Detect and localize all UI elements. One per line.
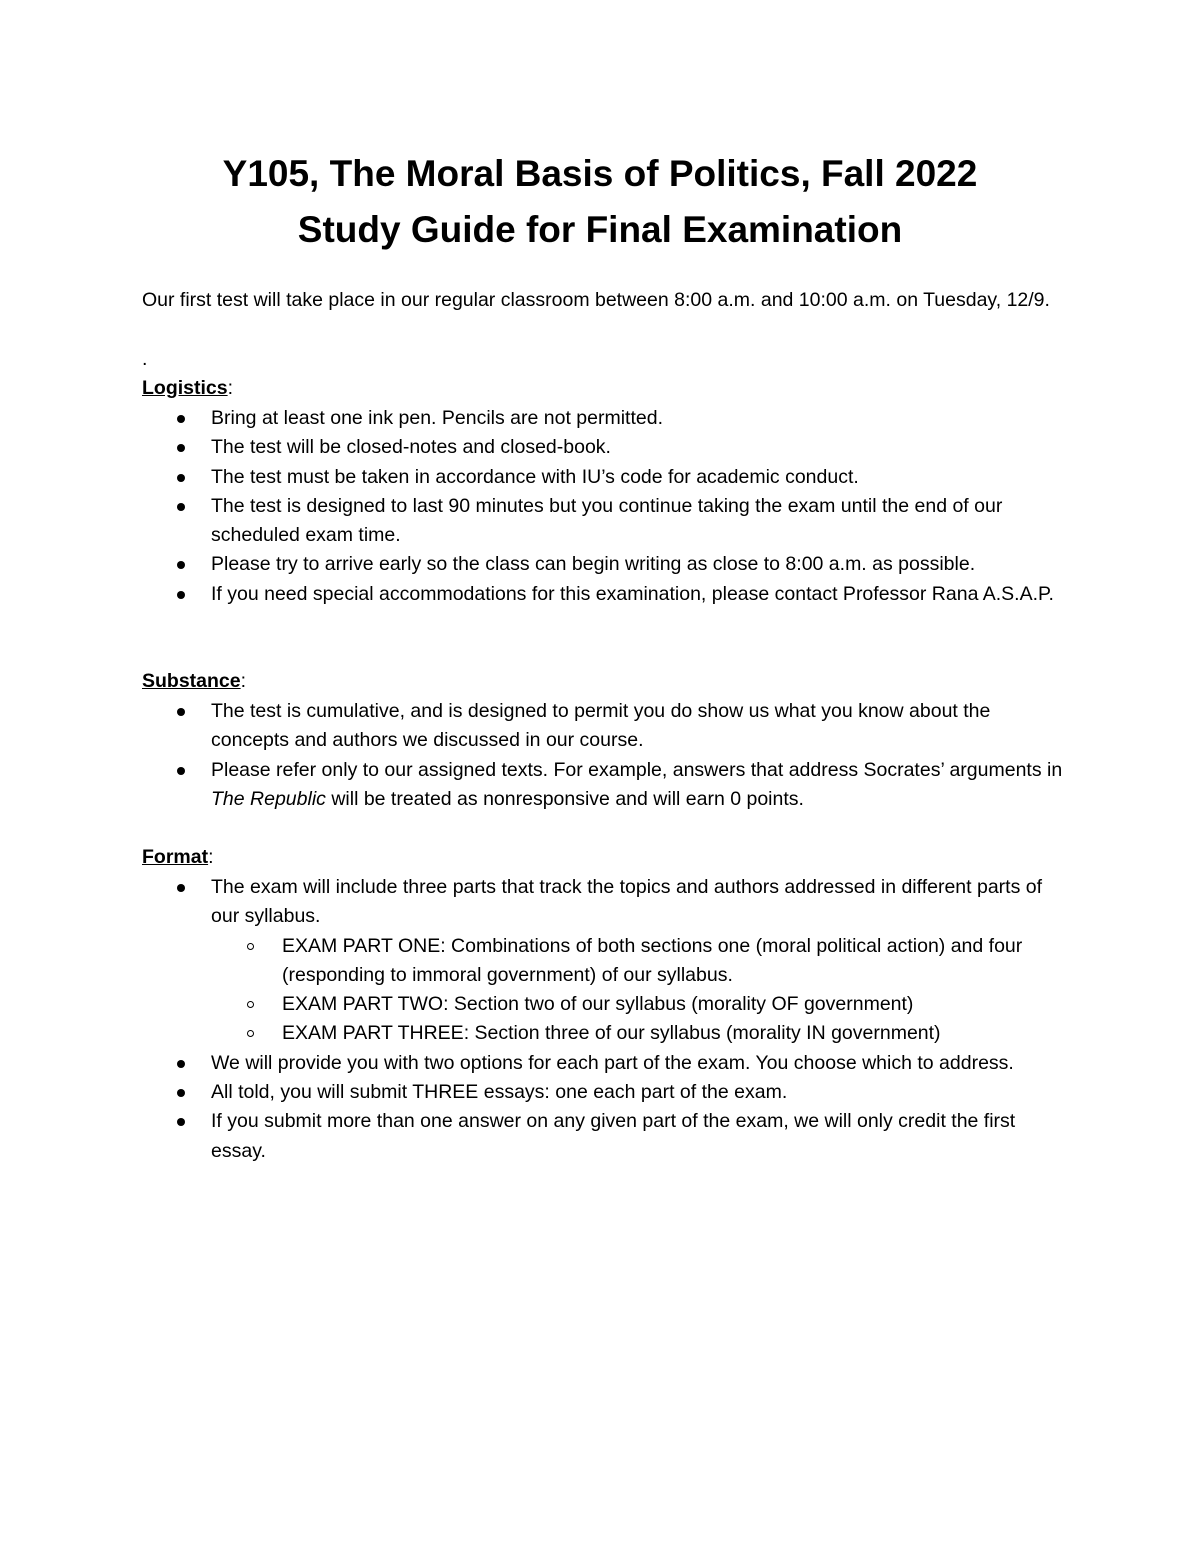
list-item-text: We will provide you with two options for each part of the exam. You choose which to address.	[211, 1051, 1014, 1074]
list-item	[142, 873, 1072, 1049]
substance-heading	[142, 667, 246, 696]
list-item-text: The test will be closed-notes and closed-book.	[211, 436, 611, 459]
list-item-text-before-title: Please refer only to our assigned texts. For example, answers that address Socrates’ arguments in	[211, 758, 1063, 781]
sublist-item-text: EXAM PART TWO: Section two of our syllabus (morality OF government)	[282, 993, 914, 1016]
intro-paragraph: Our first test will take place in our regular classroom between 8:00 a.m. and 10:00 a.m. on Tuesday, 12/9.	[142, 289, 1050, 311]
exam-parts-sublist	[211, 932, 1072, 1049]
format-heading	[142, 843, 214, 872]
sublist-item-text: EXAM PART THREE: Section three of our syllabus (morality IN government)	[282, 1022, 941, 1045]
bullet-icon	[177, 884, 185, 892]
bullet-icon	[177, 474, 185, 482]
logistics-heading-label: Logistics	[142, 377, 228, 399]
bullet-icon	[177, 503, 185, 511]
sublist-item	[211, 1019, 1072, 1048]
logistics-list	[142, 404, 1072, 609]
format-heading-label: Format	[142, 846, 209, 868]
list-item	[142, 492, 1072, 551]
list-item-text: The test is designed to last 90 minutes but you continue taking the exam until the end of our scheduled exam time.	[211, 494, 1003, 547]
bullet-icon	[177, 561, 185, 569]
list-item	[142, 404, 1072, 433]
list-item-text: If you need special accommodations for this examination, please contact Professor Rana A.S.A.P.	[211, 582, 1054, 605]
list-item	[142, 1078, 1072, 1107]
book-title: The Republic	[211, 787, 326, 810]
logistics-heading-colon: :	[227, 377, 234, 399]
list-item	[142, 756, 1072, 815]
list-item-text: The exam will include three parts that track the topics and authors addressed in different parts of our syllabus.	[211, 876, 1043, 928]
hollow-bullet-icon	[247, 1030, 254, 1037]
list-item	[142, 1049, 1072, 1078]
substance-heading-label: Substance	[142, 670, 241, 692]
bullet-icon	[177, 1118, 185, 1126]
sublist-item	[211, 932, 1072, 991]
logistics-heading	[142, 374, 233, 403]
list-item	[142, 550, 1072, 579]
bullet-icon	[177, 767, 185, 775]
list-item	[142, 580, 1072, 609]
bullet-icon	[177, 708, 185, 716]
format-list	[142, 873, 1072, 1166]
bullet-icon	[177, 591, 185, 599]
list-item-text: Please try to arrive early so the class can begin writing as close to 8:00 a.m. as possible.	[211, 553, 976, 576]
sublist-item-text: EXAM PART ONE: Combinations of both sections one (moral political action) and four (responding to immoral government) of our syllabus.	[282, 934, 1023, 986]
list-item	[142, 697, 1072, 756]
list-item	[142, 463, 1072, 492]
format-heading-colon: :	[208, 846, 214, 868]
hollow-bullet-icon	[247, 1001, 254, 1008]
list-item-text: The test is cumulative, and is designed to permit you do show us what you know about the concepts and authors we discussed in our course.	[211, 700, 991, 752]
substance-list	[142, 697, 1072, 814]
list-item	[142, 1107, 1072, 1166]
list-item-text: All told, you will submit THREE essays: one each part of the exam.	[211, 1081, 788, 1104]
list-item-text-after-title: will be treated as nonresponsive and will earn 0 points.	[325, 787, 804, 810]
bullet-icon	[177, 1089, 185, 1097]
list-item-text: Bring at least one ink pen. Pencils are not permitted.	[211, 407, 664, 429]
bullet-icon	[177, 444, 185, 452]
stray-period: .	[142, 348, 148, 370]
list-item-text: The test must be taken in accordance with IU’s code for academic conduct.	[211, 465, 859, 488]
substance-heading-colon: :	[240, 670, 247, 692]
hollow-bullet-icon	[247, 943, 254, 950]
bullet-icon	[177, 415, 185, 423]
document-title: Y105, The Moral Basis of Politics, Fall 2022	[222, 153, 978, 194]
list-item	[142, 433, 1072, 462]
document-subtitle: Study Guide for Final Examination	[297, 209, 903, 250]
sublist-item	[211, 990, 1072, 1019]
list-item-text: If you submit more than one answer on any given part of the exam, we will only credit the first essay.	[211, 1110, 1016, 1162]
bullet-icon	[177, 1060, 185, 1068]
